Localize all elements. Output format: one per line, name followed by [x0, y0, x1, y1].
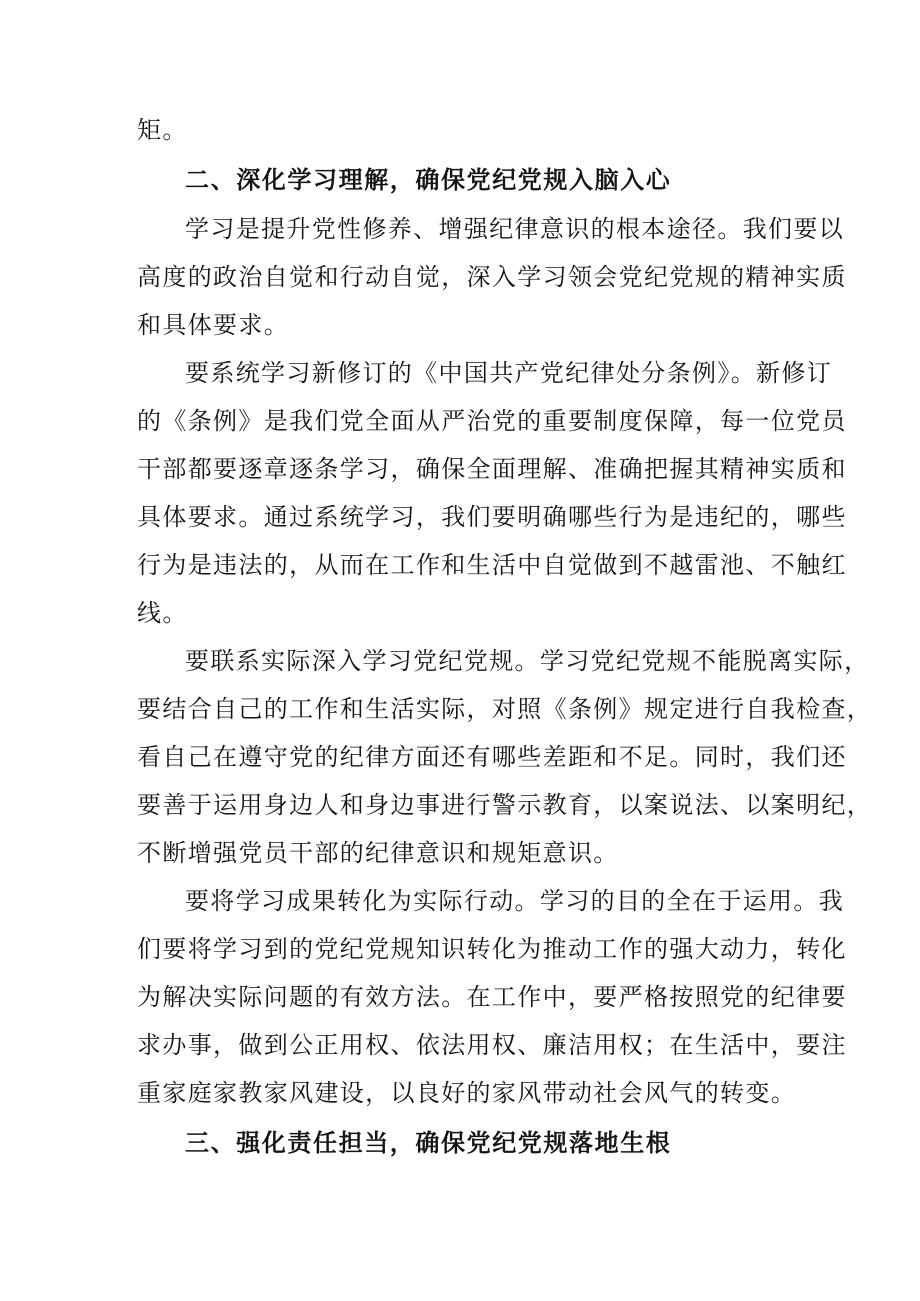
paragraph-1-line-2: 高度的政治自觉和行动自觉，深入学习领会党纪党规的精神实质 [137, 263, 847, 291]
paragraph-4-line-2: 们要将学习到的党纪党规知识转化为推动工作的强大动力，转化 [137, 935, 847, 963]
paragraph-2-line-3: 干部都要逐章逐条学习，确保全面理解、准确把握其精神实质和 [137, 455, 847, 483]
paragraph-4-line-4: 求办事，做到公正用权、依法用权、廉洁用权；在生活中，要注 [137, 1031, 847, 1059]
paragraph-2-line-2: 的《条例》是我们党全面从严治党的重要制度保障，每一位党员 [137, 407, 847, 435]
paragraph-2-line-6: 线。 [137, 599, 188, 627]
paragraph-2-line-5: 行为是违法的，从而在工作和生活中自觉做到不越雷池、不触红 [137, 551, 847, 579]
paragraph-4-line-5: 重家庭家教家风建设，以良好的家风带动社会风气的转变。 [137, 1079, 797, 1107]
paragraph-1-line-1: 学习是提升党性修养、增强纪律意识的根本途径。我们要以 [185, 215, 845, 243]
paragraph-4-line-1: 要将学习成果转化为实际行动。学习的目的全在于运用。我 [185, 887, 845, 915]
paragraph-3-line-1: 要联系实际深入学习党纪党规。学习党纪党规不能脱离实际， [185, 647, 870, 675]
paragraph-3-line-5: 不断增强党员干部的纪律意识和规矩意识。 [137, 839, 619, 867]
paragraph-2-line-4: 具体要求。通过系统学习，我们要明确哪些行为是违纪的，哪些 [137, 503, 847, 531]
paragraph-2-line-1: 要系统学习新修订的《中国共产党纪律处分条例》。新修订 [185, 359, 833, 387]
section-heading-3: 三、强化责任担当，确保党纪党规落地生根 [185, 1129, 672, 1157]
paragraph-3-line-4: 要善于运用身边人和身边事进行警示教育，以案说法、以案明纪， [137, 791, 873, 819]
paragraph-3-line-2: 要结合自己的工作和生活实际，对照《条例》规定进行自我检查， [137, 695, 873, 723]
paragraph-3-line-3: 看自己在遵守党的纪律方面还有哪些差距和不足。同时，我们还 [137, 743, 847, 771]
paragraph-1-line-3: 和具体要求。 [137, 311, 290, 339]
section-heading-2: 二、深化学习理解，确保党纪党规入脑入心 [185, 166, 672, 194]
paragraph-4-line-3: 为解决实际问题的有效方法。在工作中，要严格按照党的纪律要 [137, 983, 847, 1011]
paragraph-continuation-line: 矩。 [137, 116, 188, 144]
